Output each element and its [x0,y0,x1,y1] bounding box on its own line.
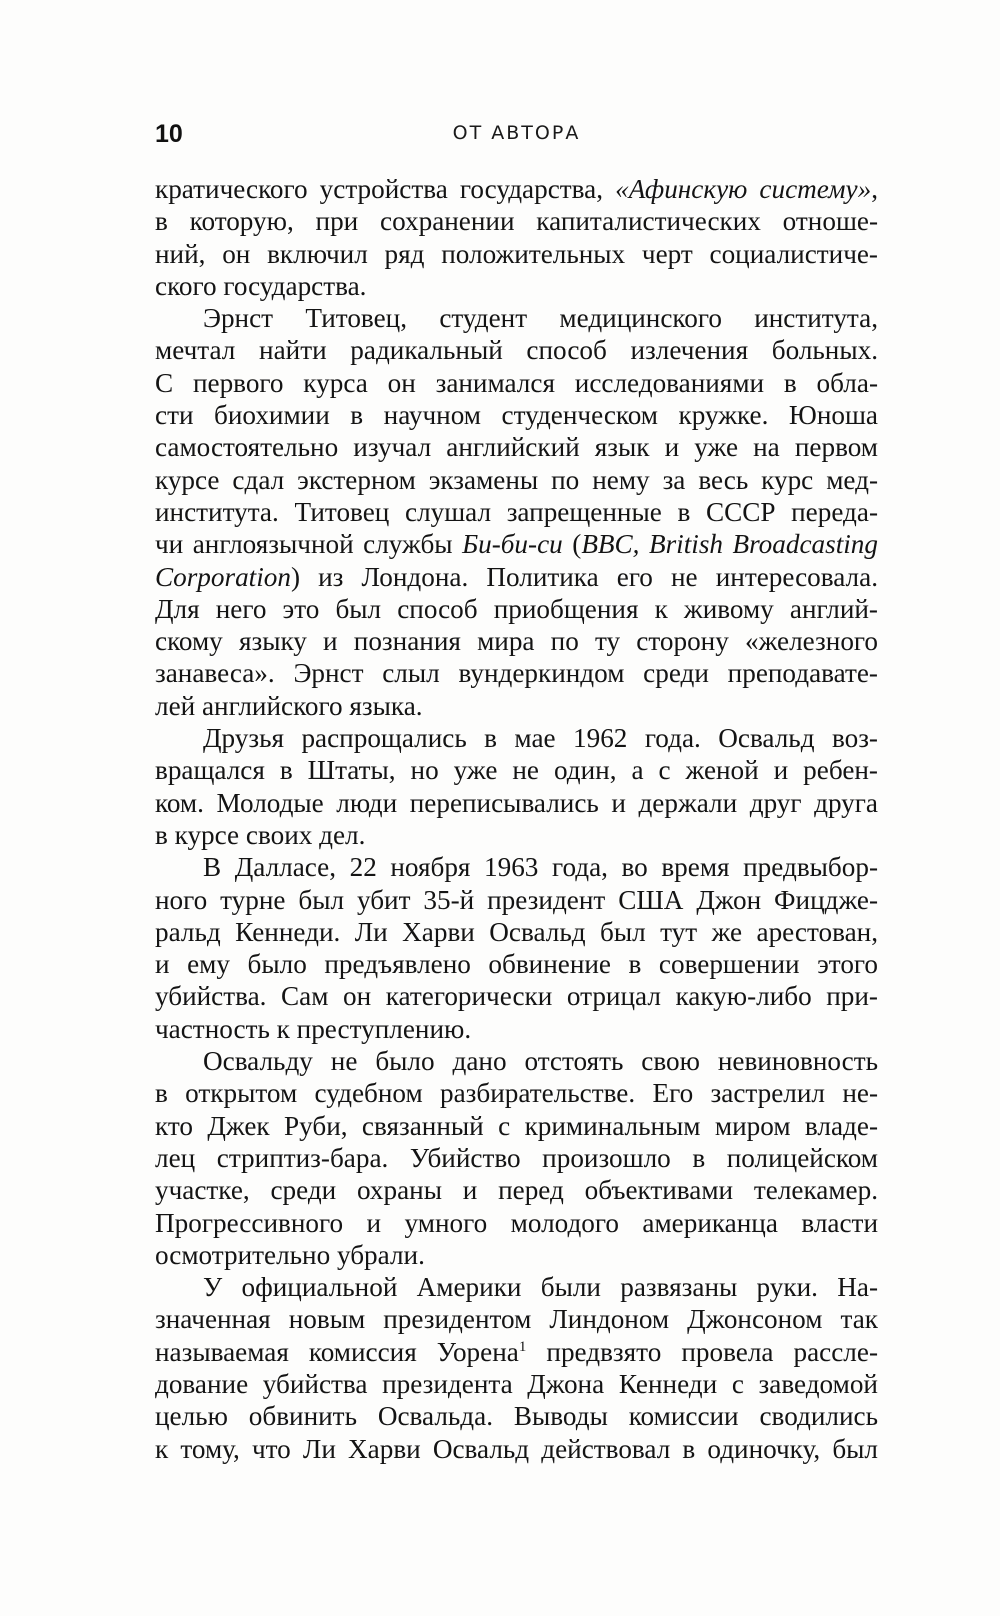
text-run: убийства. Сам он категорически отрицал какую-либо при- [155,981,878,1012]
text-run: осмотрительно убрали. [155,1239,425,1270]
text-run: к тому, что Ли Харви Освальд действовал в одиночку, был [155,1433,878,1464]
text-line [155,431,878,463]
text-line [155,787,878,819]
text-run: самостоятельно изучал английский язык и уже на первом [155,432,878,463]
text-line [155,722,878,754]
text-run: , [871,174,878,204]
text-run: кратического устройства государства, [155,174,616,204]
text-run: ком. Молодые люди переписывались и держали друг друга [155,787,878,818]
text-line [155,496,878,528]
text-line [155,1110,878,1142]
text-run: С первого курса он занимался исследованиями в обла- [155,367,878,398]
text-run: в курсе своих дел. [155,819,366,850]
italic-text: «Афинскую систему» [615,174,872,204]
paragraph [155,1045,878,1271]
text-run: Эрнст Титовец, студент медицинского института, [203,303,878,334]
text-line [155,1303,878,1335]
text-line [155,1077,878,1109]
text-run: ) из Лондона. Политика его не интересовала. [290,561,878,592]
text-line [155,367,878,399]
text-run: в которую, при сохранении капиталистических отноше- [155,206,878,237]
text-line [155,1174,878,1206]
text-line [155,916,878,948]
text-run: ского государства. [155,270,367,301]
text-line [155,1207,878,1239]
text-line [155,1368,878,1400]
text-run: чи англоязычной службы [155,529,463,560]
text-run: ральд Кеннеди. Ли Харви Освальд был тут же арестован, [155,916,878,947]
text-line [155,884,878,916]
italic-text: BBC, British Broadcasting [581,529,878,560]
text-run: института. Титовец слушал запрещенные в СССР переда- [155,496,878,527]
text-run: значенная новым президентом Линдоном Джонсоном так [155,1304,878,1335]
text-run: ( [562,529,582,560]
text-line [155,754,878,786]
paragraph [155,722,878,851]
paragraph [155,1271,878,1465]
text-line [155,593,878,625]
text-line [155,657,878,689]
text-run: сти биохимии в научном студенческом кружке. Юноша [155,400,878,431]
text-line [155,1400,878,1432]
text-line [155,173,878,205]
text-line [155,528,878,560]
text-run: Прогрессивного и умного молодого американца власти [155,1207,878,1238]
text-run: вращался в Штаты, но уже не один, а с женой и ребен- [155,755,878,786]
text-run: и ему было предъявлено обвинение в совершении этого [155,949,878,980]
text-line [155,561,878,593]
text-run: Друзья распрощались в мае 1962 года. Освальд воз- [203,723,878,754]
text-run: ного турне был убит 35-й президент США Джон Фицдже- [155,884,878,915]
text-run: Освальду не было дано отстоять свою невиновность [203,1046,878,1077]
paragraph [155,173,878,302]
text-line [155,948,878,980]
text-line [155,625,878,657]
text-line [155,980,878,1012]
text-line [155,464,878,496]
text-run: занавеса». Эрнст слыл вундеркиндом среди преподавате- [155,658,878,689]
text-line [155,1013,878,1045]
footnote-marker: 1 [518,1338,527,1355]
text-run: дование убийства президента Джона Кеннеди с заведомой [155,1368,878,1399]
italic-text: Би-би-си [462,529,563,560]
text-run: в открытом судебном разбирательстве. Его застрелил не- [155,1078,878,1109]
text-line [155,1433,878,1465]
text-run: кто Джек Руби, связанный с криминальным миром владе- [155,1110,878,1141]
body-text [155,173,878,1465]
text-line [155,238,878,270]
text-line [155,1142,878,1174]
text-line [155,1239,878,1271]
running-head [155,120,878,150]
text-run: У официальной Америки были развязаны руки. На- [203,1272,878,1303]
text-line [155,819,878,851]
page-number: 10 [155,120,183,148]
text-line [155,399,878,431]
text-run: В Далласе, 22 ноября 1963 года, во время предвыбор- [203,852,878,883]
paragraph [155,851,878,1045]
text-run: предвзято провела рассле- [526,1336,878,1367]
text-run: ний, он включил ряд положительных черт социалистиче- [155,238,878,269]
text-run: участке, среди охраны и перед объективами телекамер. [155,1175,878,1206]
text-run: частность к преступлению. [155,1013,472,1044]
text-run: скому языку и познания мира по ту сторону «железного [155,626,878,657]
text-line [155,302,878,334]
chapter-title: ОТ АВТОРА [452,122,581,144]
text-run: мечтал найти радикальный способ излечения больных. [155,335,878,366]
text-run: лей английского языка. [155,690,423,721]
text-line [155,1045,878,1077]
text-run: курсе сдал экстерном экзамены по нему за весь курс мед- [155,464,878,495]
text-run: Для него это был способ приобщения к живому англий- [155,593,878,624]
text-line [155,1336,878,1368]
paragraph [155,302,878,722]
text-run: лец стриптиз-бара. Убийство произошло в полицейском [155,1142,878,1173]
text-line [155,1271,878,1303]
text-line [155,690,878,722]
text-line [155,851,878,883]
text-line [155,270,878,302]
text-run: называемая комиссия Уорена [155,1336,519,1367]
text-line [155,205,878,237]
text-line [155,334,878,366]
italic-text: Corporation [155,561,291,592]
text-run: целью обвинить Освальда. Выводы комиссии сводились [155,1401,878,1432]
